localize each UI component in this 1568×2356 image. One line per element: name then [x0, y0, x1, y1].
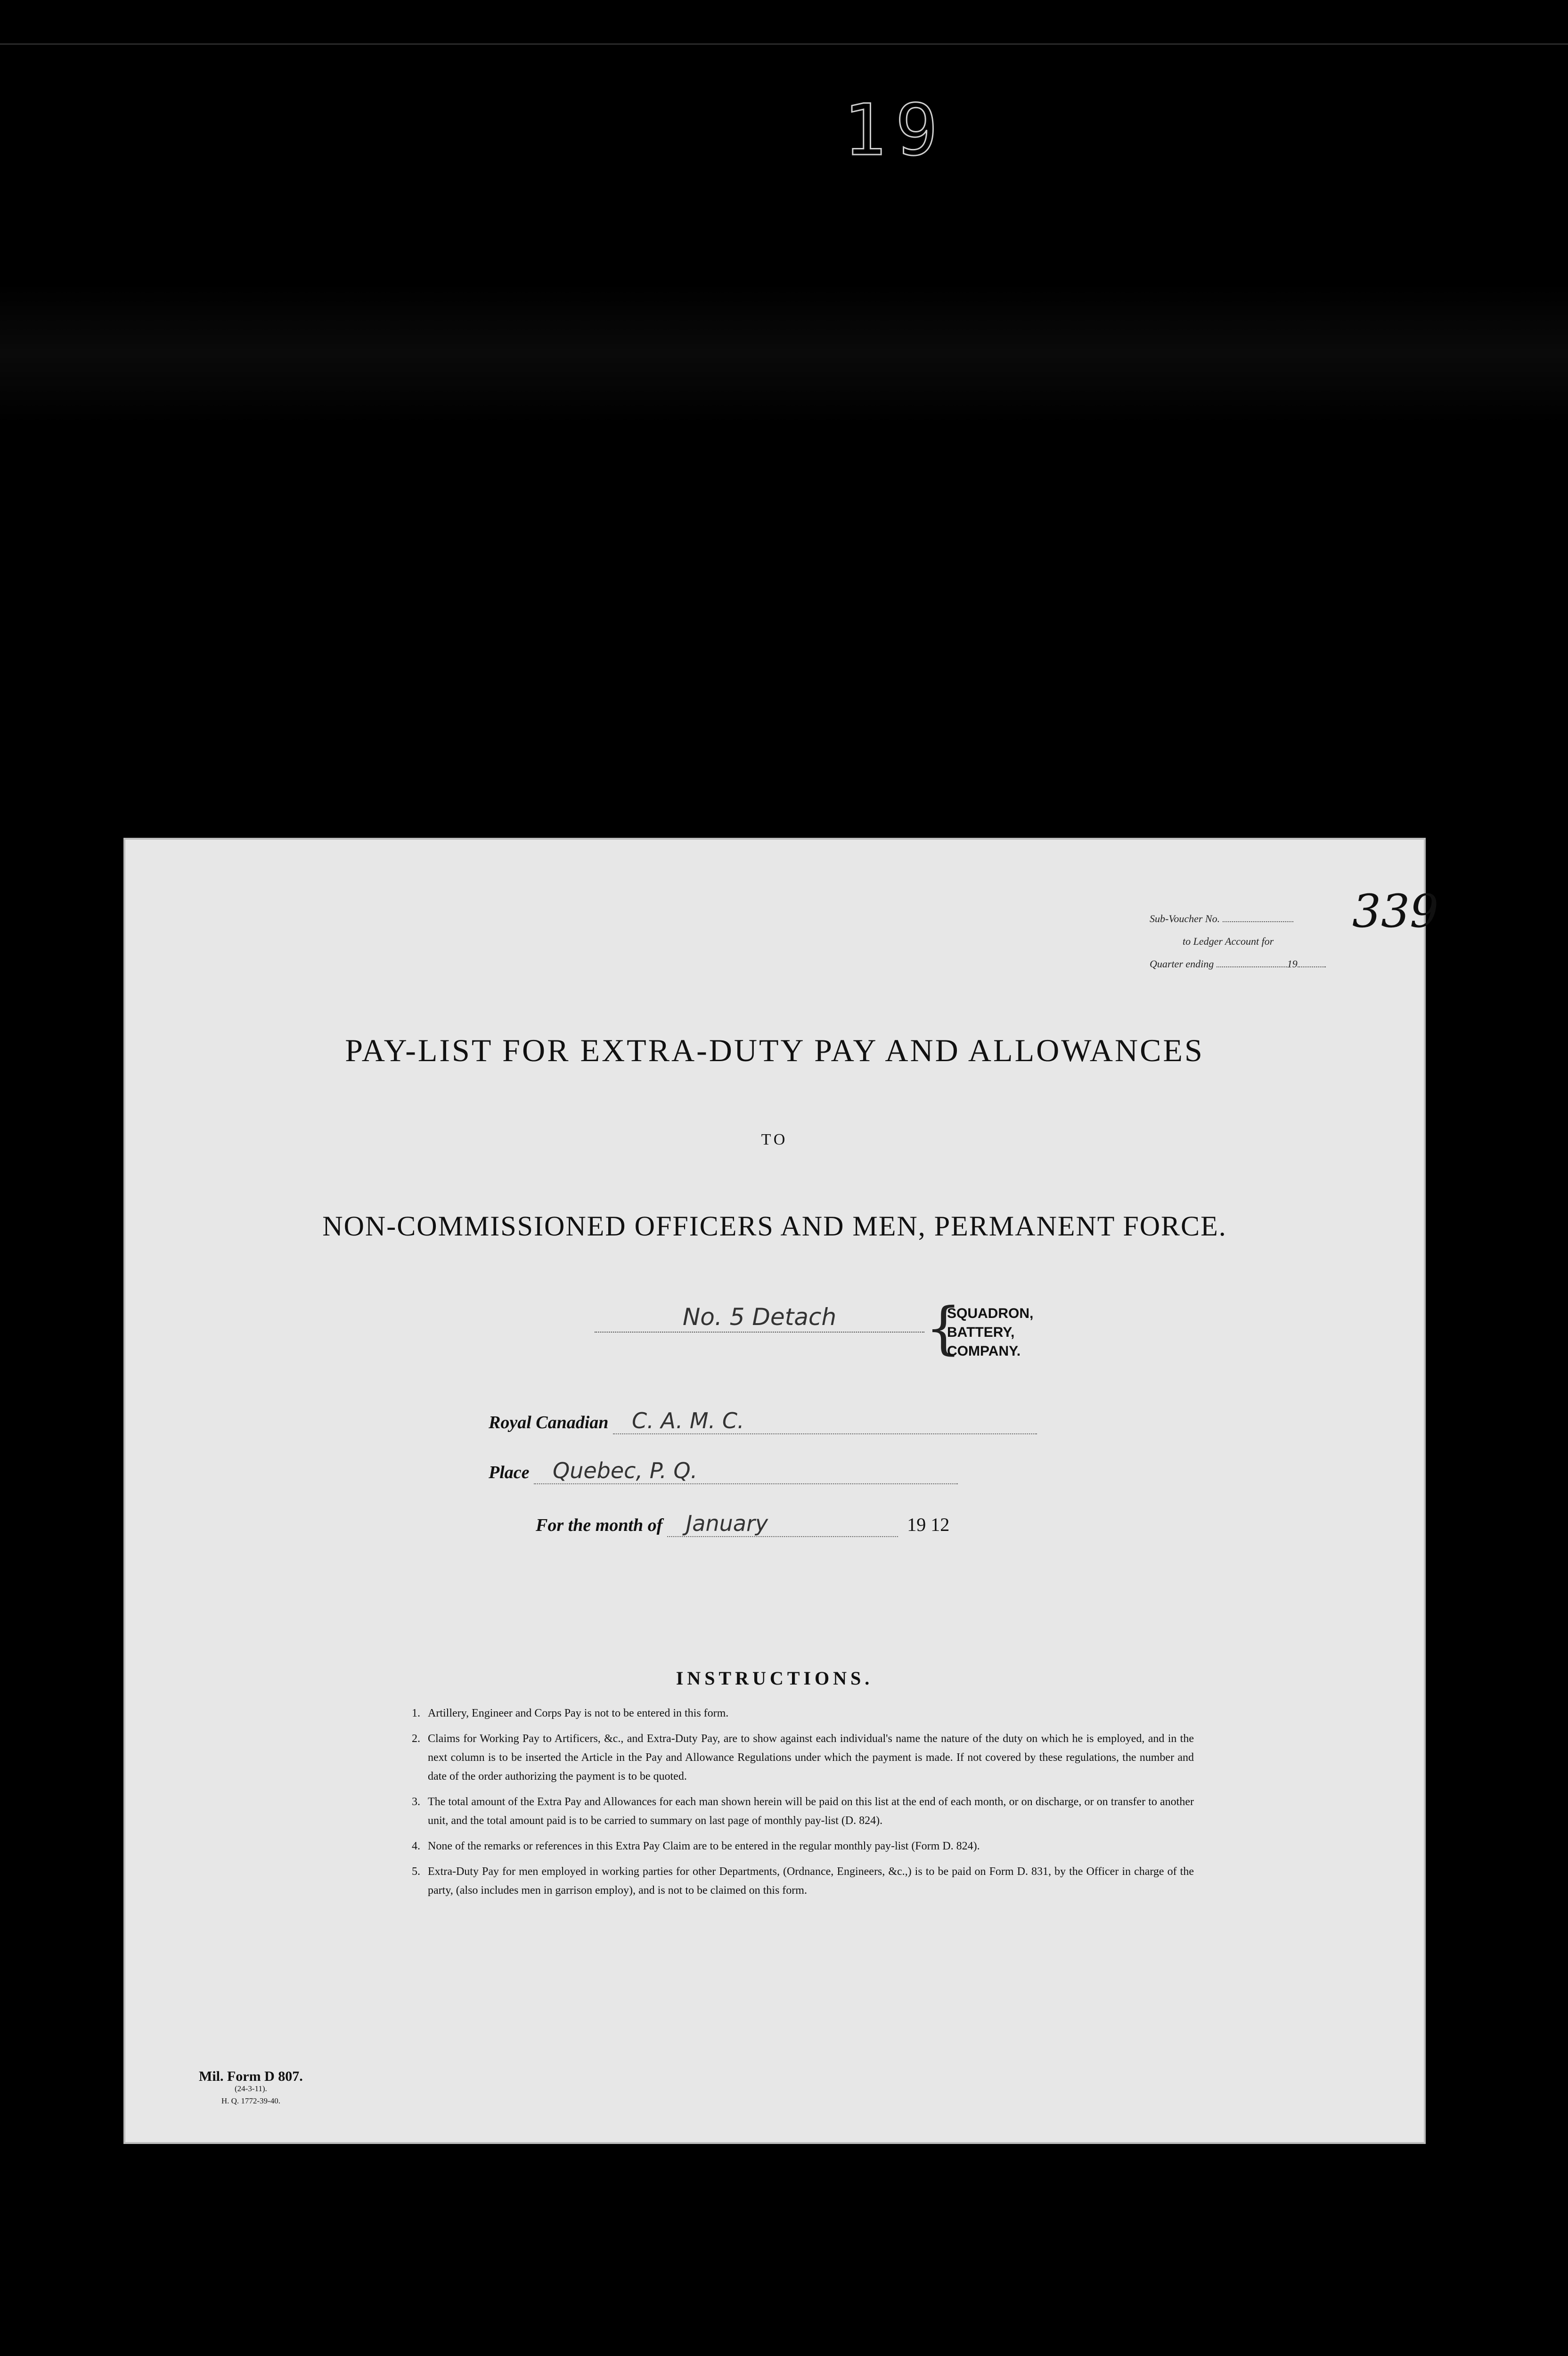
quarter-year: 19	[1287, 958, 1298, 970]
form-number-date: (24-3-11).	[235, 2084, 267, 2093]
place-label: Place	[489, 1463, 530, 1482]
unit-type-squadron: SQUADRON,	[947, 1306, 1034, 1321]
quarter-label: Quarter ending	[1150, 958, 1214, 970]
month-field	[536, 1511, 949, 1537]
place-value: Quebec, P. Q.	[534, 1458, 958, 1484]
instruction-item: 5. Extra-Duty Pay for men employed in working parties for other Departments, (Ordnance, Engineers, &c.,) is to be paid on Form D. 831, by the Officer in charge of the party, (also includes men in garrison employ), and is not to be claimed on this form.	[412, 1865, 1194, 1897]
royal-canadian-value: C. A. M. C.	[613, 1408, 1037, 1434]
unit-type-company: COMPANY.	[947, 1343, 1021, 1359]
brace-glyph: {	[925, 1296, 962, 1361]
unit-types	[947, 1304, 1033, 1361]
instruction-item: 4. None of the remarks or references in this Extra Pay Claim are to be entered in the regular monthly pay-list (Form D. 824).	[412, 1840, 980, 1852]
title-to: TO	[761, 1131, 788, 1148]
unit-type-battery: BATTERY,	[947, 1325, 1015, 1340]
form-number-hq: H. Q. 1772-39-40.	[221, 2096, 280, 2105]
month-label: For the month of	[536, 1515, 663, 1535]
instruction-item: 1. Artillery, Engineer and Corps Pay is not to be entered in this form.	[412, 1707, 729, 1719]
instruction-item: 2. Claims for Working Pay to Artificers, &c., and Extra-Duty Pay, are to show against each individual's name the nature of the duty on which he is employed, and in the next column is to be inserted the Article in the Pay and Allowance Regulations under which the payment is made. If not covered by these regulations, the number and date of the order authorizing the payment is to be quoted.	[412, 1733, 1194, 1783]
ledger-label: to Ledger Account for	[1183, 935, 1274, 947]
place-field	[489, 1458, 958, 1484]
page-subtitle: NON-COMMISSIONED OFFICERS AND MEN, PERMANENT FORCE.	[322, 1211, 1227, 1242]
royal-canadian-field	[489, 1408, 1037, 1434]
film-grain-band	[0, 283, 1568, 424]
voucher-label: Sub-Voucher No.	[1150, 913, 1220, 924]
form-number	[199, 2070, 303, 2107]
pay-list-document	[123, 838, 1439, 2144]
month-value: January	[667, 1511, 898, 1537]
page-title: PAY-LIST FOR EXTRA-DUTY PAY AND ALLOWANCES	[345, 1032, 1204, 1068]
handwritten-voucher-number: 339	[1352, 885, 1439, 938]
instructions-heading: INSTRUCTIONS.	[676, 1668, 874, 1689]
frame-number: 19	[843, 90, 947, 172]
instructions-list	[412, 1704, 1194, 1906]
voucher-block	[1150, 908, 1348, 975]
instruction-item: 3. The total amount of the Extra Pay and Allowances for each man shown herein will be paid on this list at the end of each month, or on discharge, or on transfer to another unit, and the total amount paid is to be carried to summary on last page of monthly pay-list (D. 824).	[412, 1796, 1194, 1827]
year-value: 19 12	[907, 1514, 950, 1535]
royal-canadian-label: Royal Canadian	[489, 1413, 609, 1432]
film-edge-line	[0, 43, 1568, 45]
unit-handwritten: No. 5 Detach	[595, 1303, 924, 1333]
form-number-main: Mil. Form D 807.	[199, 2069, 303, 2084]
